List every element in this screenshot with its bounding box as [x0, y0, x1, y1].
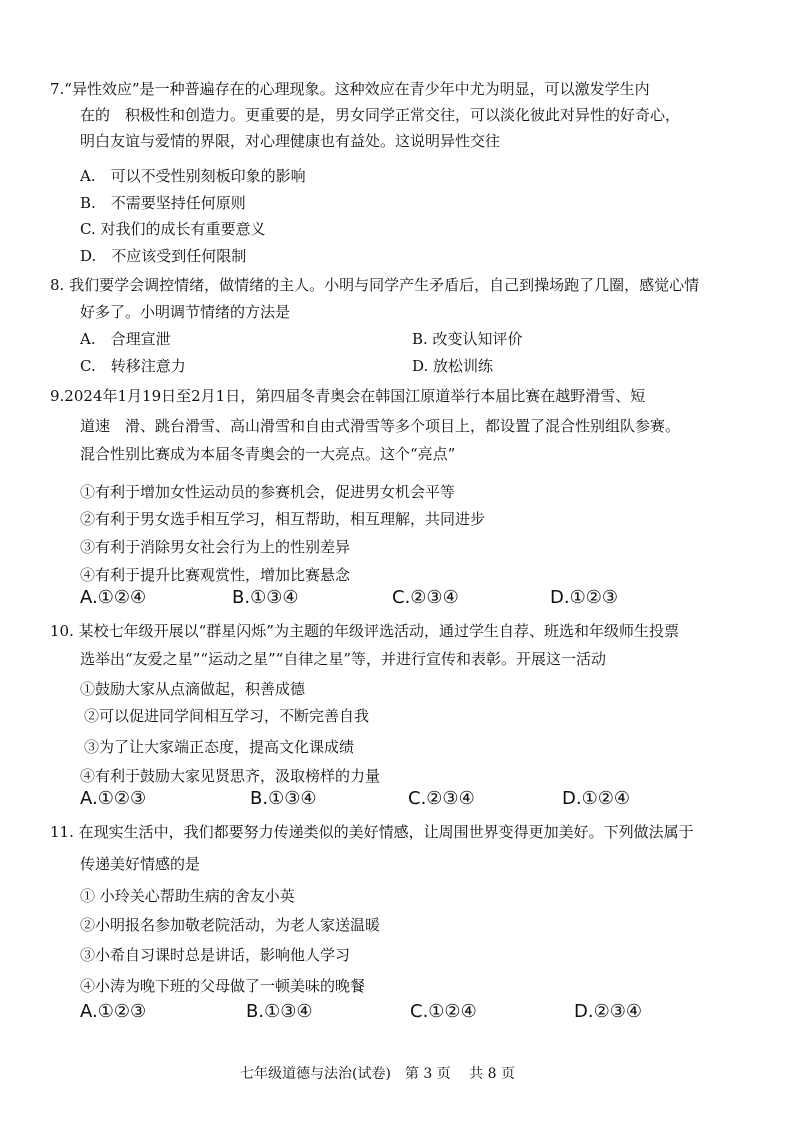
- q7-option-b: B. 不需要坚持任何原则: [80, 194, 246, 212]
- q11-item-2: ②小明报名参加敬老院活动，为老人家送温暖: [80, 916, 381, 934]
- q10-option-a: A.①②③: [80, 788, 147, 809]
- q7-stem-line-1: 7.“异性效应”是一种普遍存在的心理现象。这种效应在青少年中尤为明显，可以激发学生内: [50, 80, 650, 98]
- q11-option-b: B.①③④: [246, 1001, 313, 1022]
- q11-item-4: ④小涛为晚下班的父母做了一顿美味的晚餐: [80, 977, 366, 995]
- q11-stem-line-1: 11. 在现实生活中，我们都要努力传递类似的美好情感，让周围世界变得更加美好。下列做法属于: [50, 823, 694, 841]
- q7-option-a: A. 可以不受性别刻板印象的影响: [80, 167, 306, 185]
- q11-option-d: D.②③④: [574, 1001, 642, 1022]
- q9-item-4: ④有利于提升比赛观赏性，增加比赛悬念: [80, 566, 351, 584]
- q8-option-c: C. 转移注意力: [80, 357, 186, 375]
- q9-option-a: A.①②④: [80, 587, 147, 608]
- q11-option-c: C.①②④: [410, 1001, 477, 1022]
- q9-stem-line-2: 道速 滑、跳台滑雪、高山滑雪和自由式滑雪等多个项目上，都设置了混合性别组队参赛。: [80, 417, 681, 435]
- q7-stem-line-2: 在的 积极性和创造力。更重要的是，男女同学正常交往，可以淡化彼此对异性的好奇心，: [80, 106, 681, 124]
- q10-item-4: ④有利于鼓励大家见贤思齐，汲取榜样的力量: [80, 767, 381, 785]
- q11-stem-line-2: 传递美好情感的是: [80, 855, 201, 873]
- q9-stem-line-3: 混合性别比赛成为本届冬青奥会的一大亮点。这个“亮点”: [80, 445, 456, 463]
- q10-option-c: C.②③④: [408, 788, 475, 809]
- page-footer: 七年级道德与法治(试卷) 第 3 页 共 8 页: [240, 1066, 515, 1082]
- q9-item-2: ②有利于男女选手相互学习，相互帮助，相互理解，共同进步: [80, 510, 486, 528]
- q11-item-3: ③小希自习课时总是讲话，影响他人学习: [80, 946, 351, 964]
- q10-option-b: B.①③④: [250, 788, 317, 809]
- q7-option-d: D. 不应该受到任何限制: [80, 247, 247, 265]
- q9-stem-line-1: 9.2024年1月19日至2月1日，第四届冬青奥会在韩国江原道举行本届比赛在越野滑雪、短: [50, 387, 646, 405]
- q9-option-c: C.②③④: [392, 587, 459, 608]
- q8-option-b: B. 改变认知评价: [412, 330, 523, 348]
- q10-stem-line-2: 选举出“友爱之星”“运动之星”“自律之星”等，并进行宣传和表彰。开展这一活动: [80, 650, 607, 668]
- q10-item-2: ②可以促进同学间相互学习，不断完善自我: [84, 707, 370, 725]
- q9-item-1: ①有利于增加女性运动员的参赛机会，促进男女机会平等: [80, 483, 456, 501]
- q9-option-d: D.①②③: [550, 587, 618, 608]
- q9-option-b: B.①③④: [232, 587, 299, 608]
- q7-stem-line-3: 明白友谊与爱情的界限，对心理健康也有益处。这说明异性交往: [80, 132, 501, 150]
- q9-item-3: ③有利于消除男女社会行为上的性别差异: [80, 538, 351, 556]
- q8-stem-line-2: 好多了。小明调节情绪的方法是: [80, 303, 291, 321]
- q8-option-a: A. 合理宣泄: [80, 330, 171, 348]
- q10-item-3: ③为了让大家端正态度，提高文化课成绩: [84, 738, 355, 756]
- q8-option-d: D. 放松训练: [412, 357, 494, 375]
- q10-item-1: ①鼓励大家从点滴做起，积善成德: [80, 680, 306, 698]
- q10-option-d: D.①②④: [562, 788, 630, 809]
- q10-stem-line-1: 10. 某校七年级开展以“群星闪烁”为主题的年级评选活动，通过学生自荐、班选和年级师生投票: [50, 622, 679, 640]
- q8-stem-line-1: 8. 我们要学会调控情绪，做情绪的主人。小明与同学产生矛盾后，自己到操场跑了几圈，感觉心情: [50, 276, 700, 294]
- q7-option-c: C. 对我们的成长有重要意义: [80, 220, 266, 238]
- q11-item-1: ① 小玲关心帮助生病的舍友小英: [80, 887, 295, 905]
- q11-option-a: A.①②③: [80, 1001, 147, 1022]
